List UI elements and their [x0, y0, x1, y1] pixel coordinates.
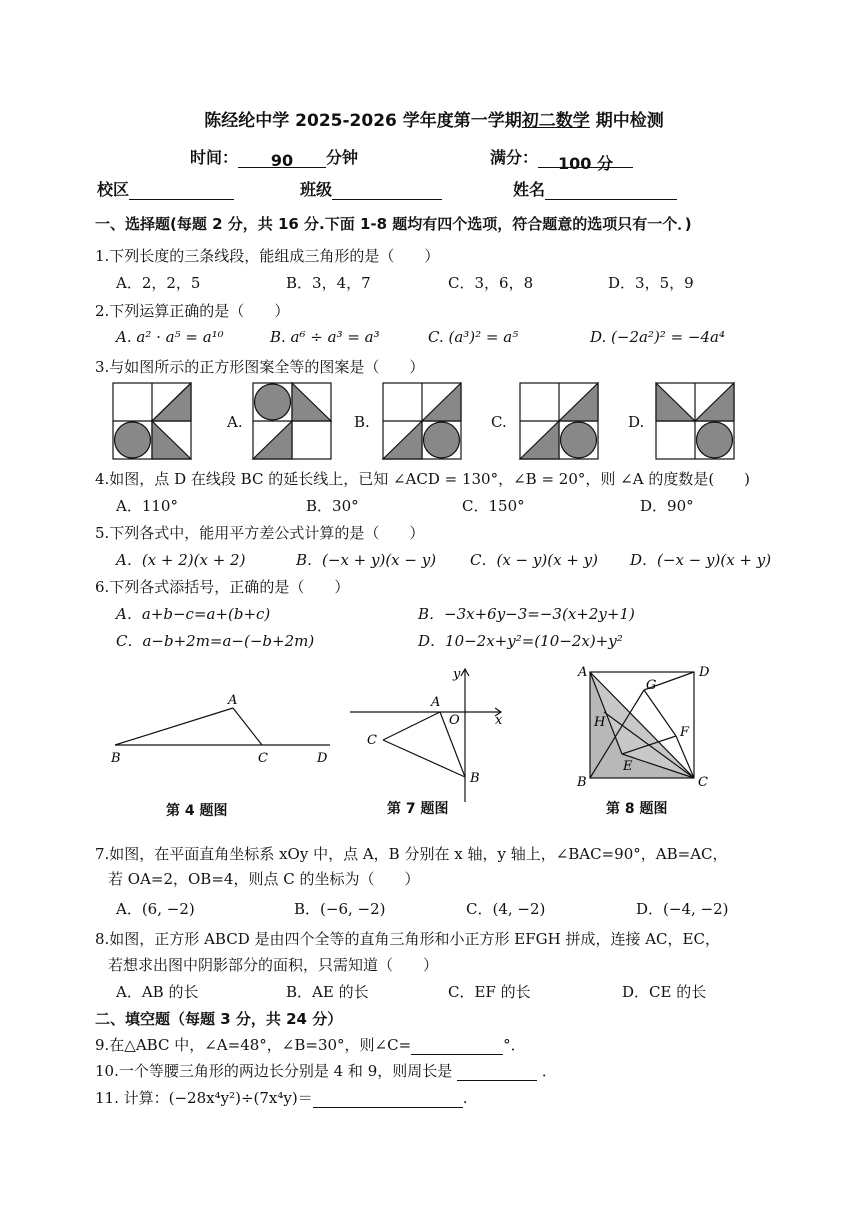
score-value: 100 分 — [538, 151, 633, 168]
q3-figures — [110, 381, 790, 463]
q3-option-a-square — [253, 383, 331, 459]
fig8-label-h: H — [594, 715, 606, 730]
q8-stem-line1: 8.如图，正方形 ABCD 是由四个全等的直角三角形和小正方形 EFGH 拼成，连接 AC，EC， — [95, 930, 720, 948]
q7-stem-line2: 若 OA=2，OB=4，则点 C 的坐标为（ ） — [108, 870, 420, 888]
q3-reference-square — [113, 383, 191, 459]
q4-stem: 4.如图，点 D 在线段 BC 的延长线上，已知 ∠ACD = 130°，∠B = 20°，则 ∠A 的度数是( ) — [95, 470, 751, 488]
fig8-label-a: A — [578, 665, 588, 680]
q6-option-b: B．−3x+6y−3=−3(x+2y+1) — [418, 605, 635, 623]
campus-field: 校区 — [97, 177, 234, 200]
q4-option-a: A．110° — [116, 497, 178, 515]
q9-answer-blank — [411, 1038, 503, 1055]
fig8-label-e: E — [623, 759, 633, 774]
fig7-label-b: B — [470, 771, 480, 786]
q5-option-b: B．(−x + y)(x − y) — [296, 551, 437, 569]
q4-option-c: C．150° — [462, 497, 525, 515]
q3-option-c-square — [520, 383, 598, 459]
fig4-label-c: C — [258, 751, 268, 766]
q2-option-a: A. a² · a⁵ = a¹⁰ — [116, 328, 224, 346]
fig8-label-b: B — [577, 775, 587, 790]
q11-answer-blank — [313, 1091, 463, 1108]
fig7-label-x: x — [495, 713, 503, 728]
q8-option-c: C．EF 的长 — [448, 983, 531, 1001]
fig8-label-c: C — [698, 775, 708, 790]
time-line: 时间： 90 分钟 — [190, 148, 359, 170]
figure-8 — [572, 662, 722, 792]
figure-7 — [345, 662, 515, 812]
fig7-label-y: y — [453, 667, 461, 682]
q3-option-c-label: C. — [491, 413, 507, 431]
q4-option-b: B．30° — [306, 497, 359, 515]
q3-stem: 3.与如图所示的正方形图案全等的图案是（ ） — [95, 358, 425, 376]
q4-option-d: D．90° — [640, 497, 694, 515]
q7-option-c: C．(4, −2) — [466, 900, 546, 918]
figure-4 — [105, 690, 345, 770]
q6-stem: 6.下列各式添括号，正确的是（ ） — [95, 578, 350, 596]
q3-option-a-label: A. — [227, 413, 243, 431]
q8-option-b: B．AE 的长 — [286, 983, 369, 1001]
q7-stem-line1: 7.如图，在平面直角坐标系 xOy 中，点 A，B 分别在 x 轴，y 轴上，∠BAC=90°，AB=AC， — [95, 845, 728, 863]
q6-option-d: D．10−2x+y²=(10−2x)+y² — [418, 632, 623, 650]
fig4-label-d: D — [317, 751, 328, 766]
q1-option-a: A．2，2，5 — [116, 274, 201, 292]
q5-option-a: A．(x + 2)(x + 2) — [116, 551, 246, 569]
class-field: 班级 — [300, 177, 442, 200]
q11-line: 11. 计算：(−28x⁴y²)÷(7x⁴y)＝ . — [95, 1089, 468, 1107]
q5-stem: 5.下列各式中，能用平方差公式计算的是（ ） — [95, 524, 425, 542]
q1-option-c: C．3，6，8 — [448, 274, 534, 292]
q9-line: 9.在△ABC 中，∠A=48°，∠B=30°，则∠C= °． — [95, 1036, 526, 1054]
q6-option-a: A．a+b−c=a+(b+c) — [116, 605, 271, 623]
section-2-heading: 二、填空题（每题 3 分，共 24 分） — [95, 1010, 343, 1028]
fig4-caption: 第 4 题图 — [166, 803, 228, 819]
fig4-label-b: B — [111, 751, 121, 766]
q1-option-b: B．3，4，7 — [286, 274, 371, 292]
q7-option-a: A．(6, −2) — [116, 900, 195, 918]
q7-option-d: D．(−4, −2) — [636, 900, 729, 918]
q3-option-b-label: B. — [354, 413, 370, 431]
q8-option-a: A．AB 的长 — [116, 983, 199, 1001]
fig7-caption: 第 7 题图 — [387, 801, 449, 817]
fig8-caption: 第 8 题图 — [606, 801, 668, 817]
q2-option-c: C. (a³)² = a⁵ — [428, 328, 519, 346]
q2-stem: 2.下列运算正确的是（ ） — [95, 302, 290, 320]
q7-option-b: B．(−6, −2) — [294, 900, 386, 918]
fig8-label-f: F — [680, 725, 690, 740]
score-line: 满分： 100 分 — [490, 145, 633, 168]
section-1-heading: 一、选择题(每题 2 分，共 16 分.下面 1-8 题均有四个选项，符合题意的选项只有一个．) — [95, 215, 692, 233]
fig8-label-g: G — [646, 678, 657, 693]
q9-text: 9.在△ABC 中，∠A=48°，∠B=30°，则∠C= — [95, 1036, 412, 1054]
q10-line: 10.一个等腰三角形的两边长分别是 4 和 9，则周长是 ． — [95, 1062, 557, 1080]
fig8-label-d: D — [699, 665, 710, 680]
q3-option-d-square — [656, 383, 734, 459]
title-subject: 初二数学 — [521, 111, 590, 131]
q11-text: 11. 计算：(−28x⁴y²)÷(7x⁴y)＝ — [95, 1089, 313, 1107]
q8-option-d: D．CE 的长 — [622, 983, 707, 1001]
fig7-label-o: O — [449, 713, 460, 728]
fig4-label-a: A — [228, 693, 238, 708]
q1-stem: 1.下列长度的三条线段，能组成三角形的是（ ） — [95, 247, 440, 265]
q3-option-d-label: D. — [628, 413, 645, 431]
exam-title — [0, 106, 868, 131]
q6-option-c: C．a−b+2m=a−(−b+2m) — [116, 632, 315, 650]
q2-option-b: B. a⁶ ÷ a³ = a³ — [270, 328, 380, 346]
name-field: 姓名 — [513, 177, 677, 200]
q5-option-c: C．(x − y)(x + y) — [470, 551, 598, 569]
q10-answer-blank — [457, 1064, 537, 1081]
q2-option-d: D. (−2a²)² = −4a⁴ — [590, 328, 725, 346]
title-school-term: 陈经纶中学 2025-2026 学年度第一学期 — [204, 111, 522, 131]
q1-option-d: D．3，5，9 — [608, 274, 694, 292]
q10-text: 10.一个等腰三角形的两边长分别是 4 和 9，则周长是 — [95, 1062, 453, 1080]
q5-option-d: D．(−x − y)(x + y) — [630, 551, 772, 569]
fig7-label-a: A — [431, 695, 441, 710]
title-exam-type: 期中检测 — [595, 111, 664, 131]
fig7-label-c: C — [367, 733, 377, 748]
time-value: 90 — [238, 151, 326, 168]
q8-stem-line2: 若想求出图中阴影部分的面积，只需知道（ ） — [108, 956, 439, 974]
q3-option-b-square — [383, 383, 461, 459]
